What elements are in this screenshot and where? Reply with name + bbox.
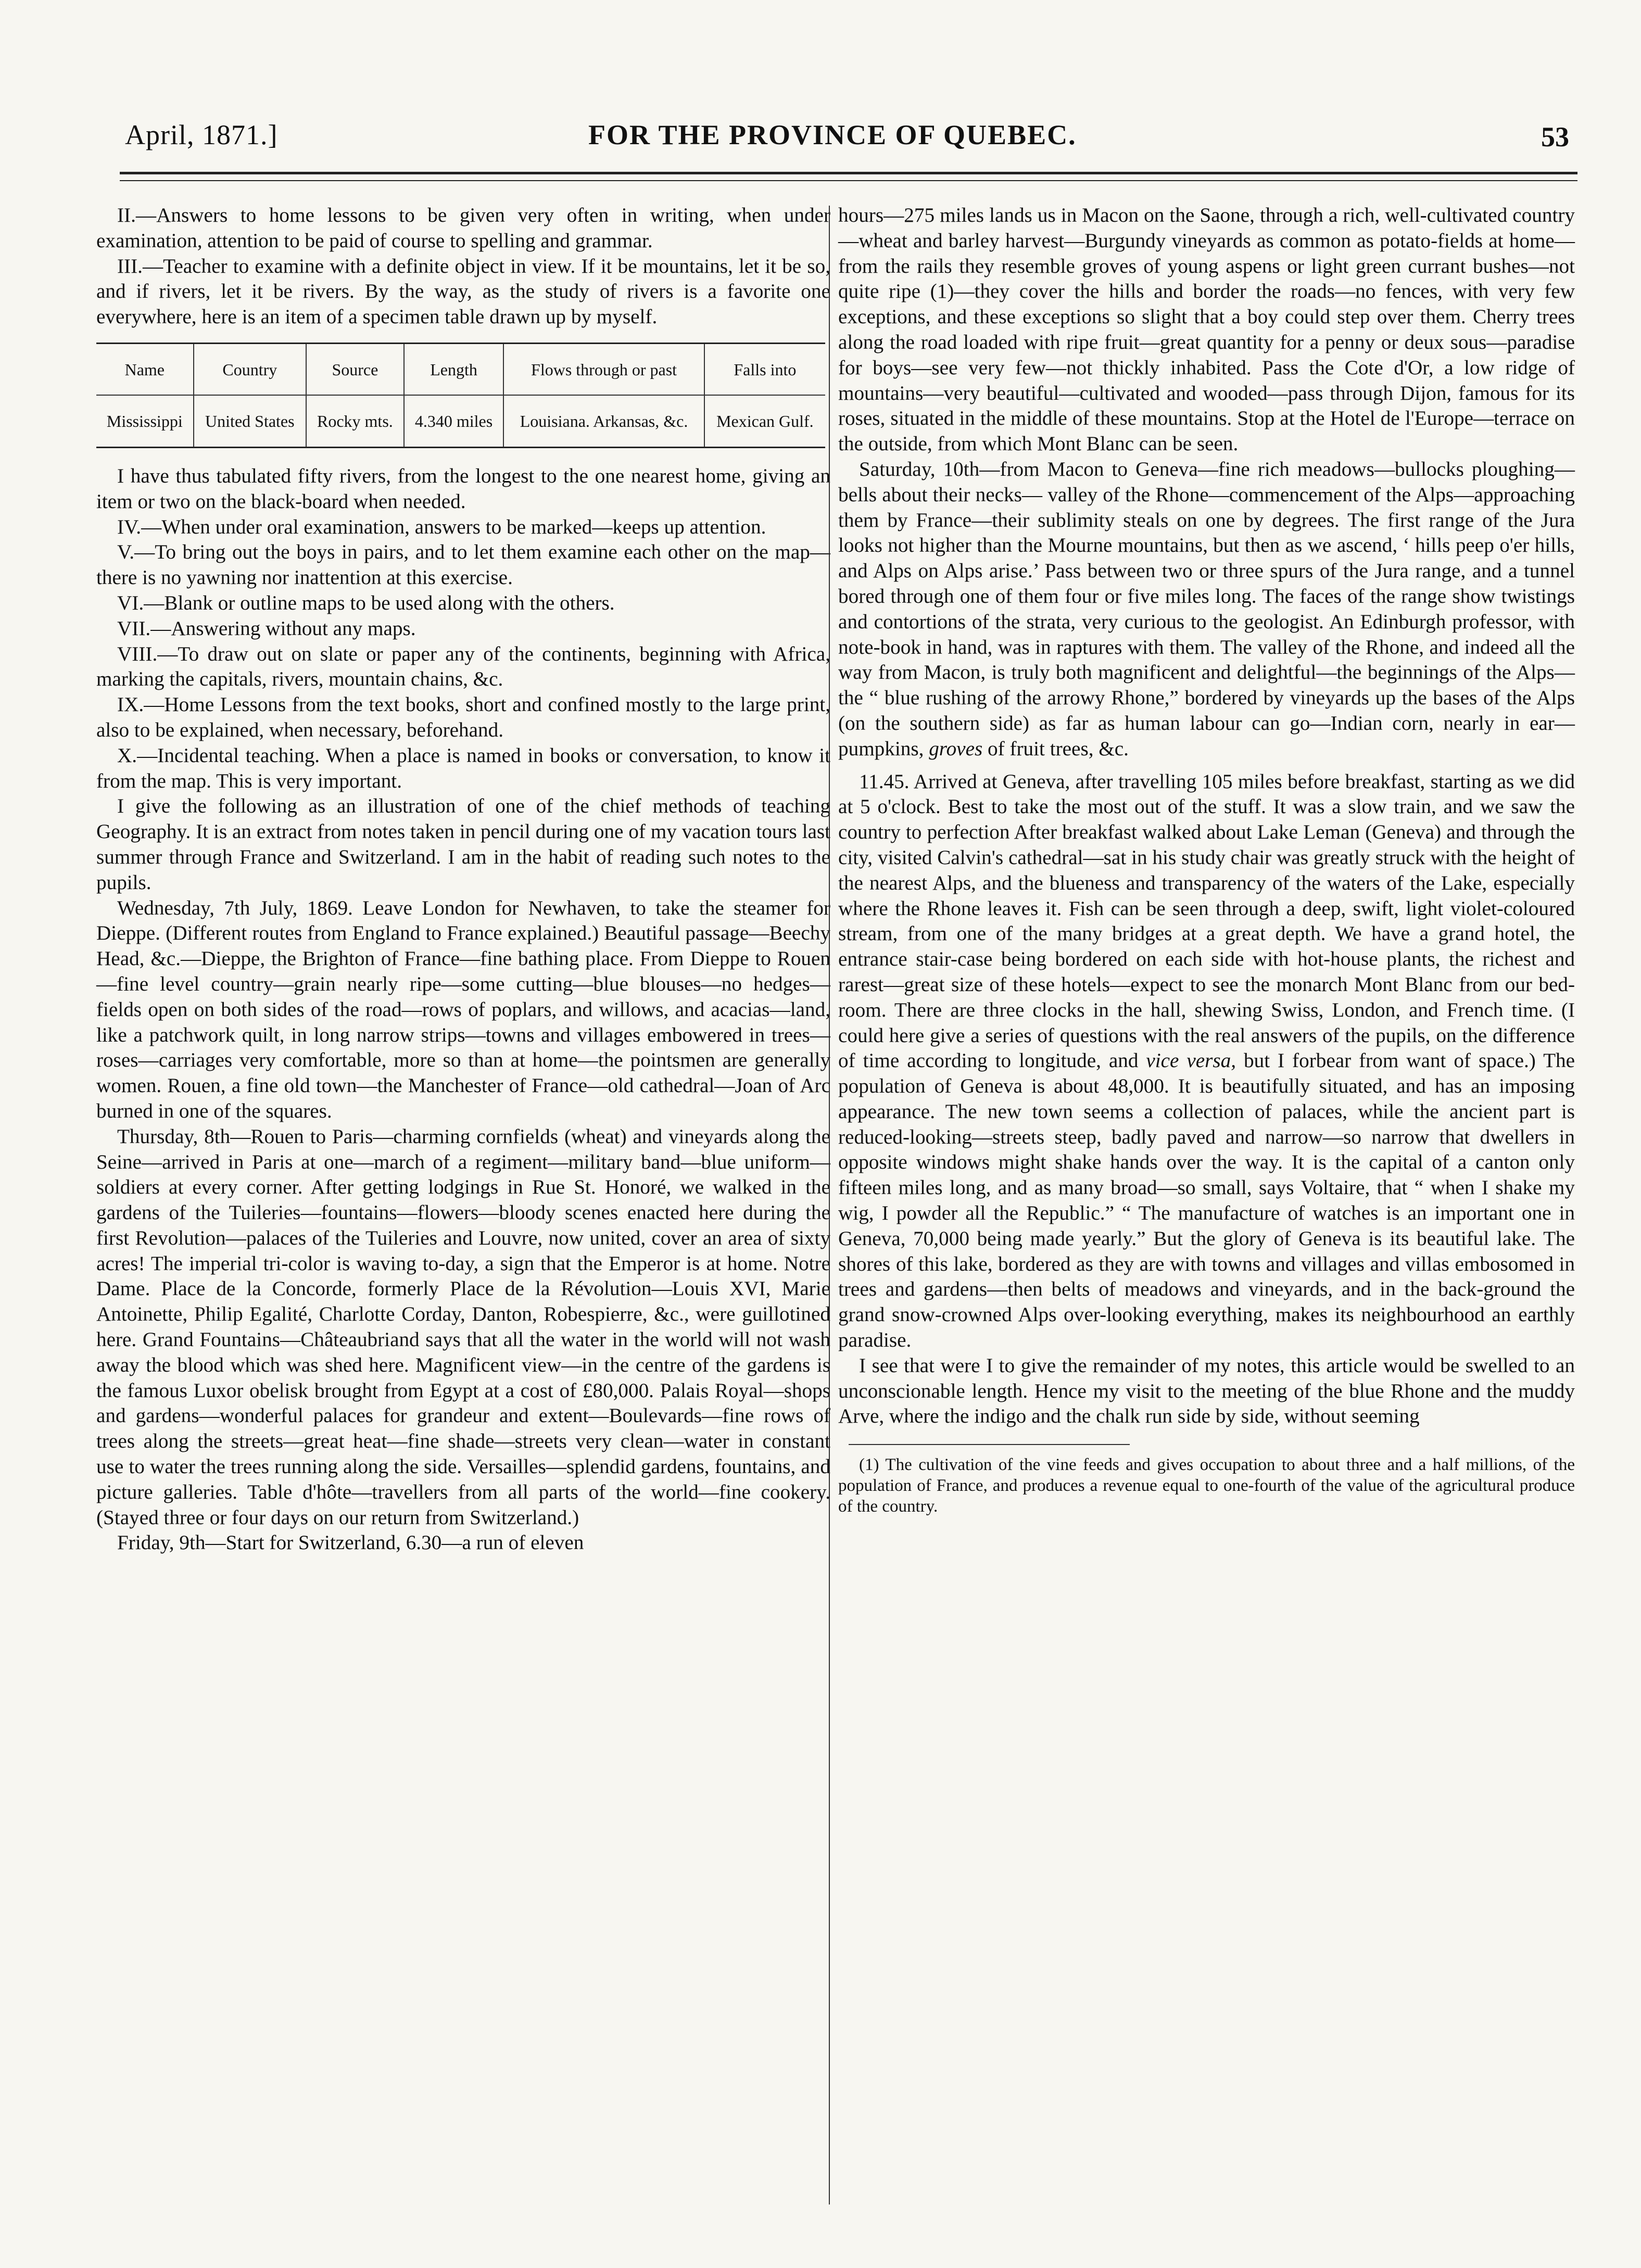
right-column [838, 203, 1575, 1517]
paragraph-thursday: Thursday, 8th—Rouen to Paris—charming cornfields (wheat) and vineyards along the Seine—arrived in Paris at one—march of a regiment—military band—blue uniform—soldiers at every corner. After getting lodgings in Rue St. Honoré, we walked in the gardens of the Tuileries—fountains—flowers—bloody scenes enacted here during the first Revolution—palaces of the Tuileries and Louvre, now united, cover an area of sixty acres! The imperial tri-color is waving to-day, a sign that the Emperor is at home. Notre Dame. Place de la Concorde, formerly Place de la Révolution—Louis XVI, Marie Antoinette, Philip Egalité, Charlotte Corday, Danton, Robespierre, &c., were guillotined here. Grand Fountains—Châteaubriand says that all the water in the world will not wash away the blood which was shed here. Magnificent view—in the centre of the gardens is the famous Luxor obelisk brought from Egypt at a cost of £80,000. Palais Royal—shops and gardens—wonderful palaces for grandeur and extent—Boulevards—fine rows of trees along the streets—great heat—fine shade—streets very clean—water in constant use to water the trees running along the side. Versailles—splendid gardens, fountains, and picture galleries. Table d'hôte—travellers from all parts of the world—fine cookery. (Stayed three or four days on our return from Switzerland.) [96, 1125, 830, 1529]
table-header-row [96, 343, 825, 395]
left-column [96, 203, 830, 1556]
paragraph-friday: Friday, 9th—Start for Switzerland, 6.30—a run of eleven [117, 1531, 584, 1554]
paragraph-ix: IX.—Home Lessons from the text books, short and confined mostly to the large print, also to be explained, when necessary, beforehand. [96, 693, 830, 741]
paragraph-remainder: I see that were I to give the remainder of my notes, this article would be swelled to an unconscionable length. Hence my visit to the meeting of the blue Rhone and the muddy Arve, where the indigo and the chalk run side by side, without seeming [838, 1354, 1575, 1428]
saturday-text: Saturday, 10th—from Macon to Geneva—fine rich meadows—bullocks ploughing—bells about their necks— valley of the Rhone—commencement of the Alps—approaching them by France—their sublimity steals on one by degrees. The first range of the Jura looks not higher than the Mourne mountains, but then as we ascend, ‘ hills peep o'er hills, and Alps on Alps arise.’ Pass between two or three spurs of the Jura range, and a tunnel bored through one of them four or five miles long. The faces of the range show twistings and contortions of the strata, very curious to the geologist. An Edinburgh professor, with note-book in hand, was in raptures with them. The valley of the Rhone, and indeed all the way from Macon, is truly both magnificent and delightful—the beginnings of the Alps—the “ blue rushing of the arrowy Rhone,” bordered by vineyards up the bases of the Alps (on the southern side) as far as human labour can go—Indian corn, nearly in ear—pumpkins, [838, 458, 1575, 760]
table-cell: United States [194, 395, 306, 447]
issue-date: April, 1871.] [125, 119, 278, 150]
table-cell: 4.340 miles [404, 395, 504, 447]
header-rule-thin [120, 180, 1577, 181]
paragraph-macon: hours—275 miles lands us in Macon on the Saone, through a rich, well-cultivated country—wheat and barley harvest—Burgundy vineyards as common as potato-fields at home—from the rails they resemble groves of young aspens or light green currant bushes—not quite ripe (1)—they cover the hills and border the roads—no fences, with very few exceptions, and these exceptions so slight that a boy could step over them. Cherry trees along the road loaded with ripe fruit—great quantity for a penny or deux sous—paradise for boys—see very few—not thickly inhabited. Pass the Cote d'Or, a low ridge of mountains—very beautiful—cultivated and wooded—pass through Dijon, famous for its roses, situated in the middle of these mountains. Stop at the Hotel de l'Europe—terrace on the outside, from which Mont Blanc can be seen. [838, 204, 1575, 455]
paragraph-v: V.—To bring out the boys in pairs, and to let them examine each other on the map—there is no yawning nor inattention at this exercise. [96, 541, 830, 589]
paragraph-geneva [838, 769, 1575, 1353]
paragraph-vi: VI.—Blank or outline maps to be used along with the others. [117, 591, 615, 614]
italic-groves: groves [929, 737, 983, 760]
paragraph-illustration: I give the following as an illustration of one of the chief methods of teaching Geography. It is an extract from notes taken in pencil during one of my vacation tours last summer through France and Switzerland. I am in the habit of reading such notes to the pupils. [96, 795, 830, 894]
table-header-cell: Name [96, 343, 194, 395]
table-cell: Mississippi [96, 395, 194, 447]
paragraph-vii: VII.—Answering without any maps. [117, 617, 416, 640]
paragraph-tabulated: I have thus tabulated fifty rivers, from the longest to the one nearest home, giving an item or two on the black-board when needed. [96, 464, 830, 513]
rivers-table [96, 343, 825, 448]
saturday-end: of fruit trees, &c. [988, 737, 1129, 760]
paragraph-wednesday: Wednesday, 7th July, 1869. Leave London for Newhaven, to take the steamer for Dieppe. (Different routes from England to France explained.) Beautiful passage—Beechy Head, &c.—Dieppe, the Brighton of France—fine bathing place. From Dieppe to Rouen—fine level country—grain nearly ripe—some cutting—blue blouses—no hedges—fields open on both sides of the road—rows of poplars, and willows, and acacias—land, like a patchwork quilt, in long narrow strips—towns and villages embowered in trees—roses—carriages very comfortable, more so than at home—the pointsmen are generally women. Rouen, a fine old town—the Manchester of France—old cathedral—Joan of Arc burned in one of the squares. [96, 896, 830, 1122]
paragraph-x: X.—Incidental teaching. When a place is named in books or conversation, to know it from the map. This is very important. [96, 744, 830, 792]
header-rule-thick [120, 172, 1577, 174]
paragraph-ii: II.—Answers to home lessons to be given very often in writing, when under examination, attention to be paid of course to spelling and grammar. [96, 204, 830, 252]
table-row [96, 395, 825, 447]
column-divider [829, 206, 830, 2204]
page-number: 53 [1541, 121, 1569, 153]
geneva-text-b: but I forbear from want of space.) The population of Geneva is about 48,000. It is beautifully situated, and has an imposing appearance. The new town seems a collection of palaces, while the ancient part is reduced-looking—streets steep, badly paved and narrow—so narrow that dwellers in opposite windows might shake hands over the way. It is the capital of a canton only fifteen miles long, and as many broad—so small, says Voltaire, that “ when I shake my wig, I powder all the Republic.” “ The manufacture of watches is an important one in Geneva, 70,000 being made yearly.” But the glory of Geneva is its beautiful lake. The shores of this lake, bordered as they are with towns and villages and villas embosomed in trees and gardens—then belts of meadows and vineyards, and in the back-ground the grand snow-crowned Alps over-looking everything, makes its neighbourhood an earthly paradise. [838, 1049, 1575, 1352]
table-header-cell: Length [404, 343, 504, 395]
table-cell: Rocky mts. [306, 395, 404, 447]
table-cell: Mexican Gulf. [716, 412, 814, 431]
paragraph-iii: III.—Teacher to examine with a definite object in view. If it be mountains, let it be so, and if rivers, let it be rivers. By the way, as the study of rivers is a favorite one everywhere, here is an item of a specimen table drawn up by myself. [96, 255, 830, 328]
paragraph-viii: VIII.—To draw out on slate or paper any of the continents, beginning with Africa, marking the capitals, rivers, mountain chains, &c. [96, 642, 830, 691]
table-header-cell: Falls into [734, 360, 797, 379]
paragraph-iv: IV.—When under oral examination, answers to be marked—keeps up attention. [117, 515, 766, 538]
italic-vice-versa: vice versa, [1146, 1049, 1236, 1072]
geneva-text-a: 11.45. Arrived at Geneva, after travelling 105 miles before breakfast, starting as we did at 5 o'clock. Best to take the most out of the stuff. It was a slow train, and we saw the country to perfection After breakfast walked about Lake Leman (Geneva) and through the city, visited Calvin's cathedral—sat in his study chair was greatly struck with the height of the nearest Alps, and the blueness and transparency of the waters of the Lake, especially where the Rhone leaves it. Fish can be seen through a deep, swift, light violet-coloured stream, from one of the many bridges at a great depth. We have a grand hotel, the entrance stair-case being bordered on each side with hot-house plants, the richest and rarest—great size of these hotels—expect to see the monarch Mont Blanc from our bed-room. There are three clocks in the hall, shewing Swiss, London, and French time. (I could here give a series of questions with the real answers of the pupils, on the difference of time according to longitude, and [838, 770, 1575, 1072]
table-cell: Louisiana. Arkansas, &c. [503, 395, 704, 447]
running-title: FOR THE PROVINCE OF QUEBEC. [588, 119, 1077, 150]
footnote-rule [849, 1444, 1130, 1445]
table-header-cell: Source [306, 343, 404, 395]
table-header-cell: Flows through or past [503, 343, 704, 395]
table-header-cell: Country [194, 343, 306, 395]
paragraph-saturday [838, 457, 1575, 762]
footnote: (1) The cultivation of the vine feeds and gives occupation to about three and a half millions, of the population of France, and produces a revenue equal to one-fourth of the value of the agricultural produce of the country. [838, 1455, 1575, 1516]
